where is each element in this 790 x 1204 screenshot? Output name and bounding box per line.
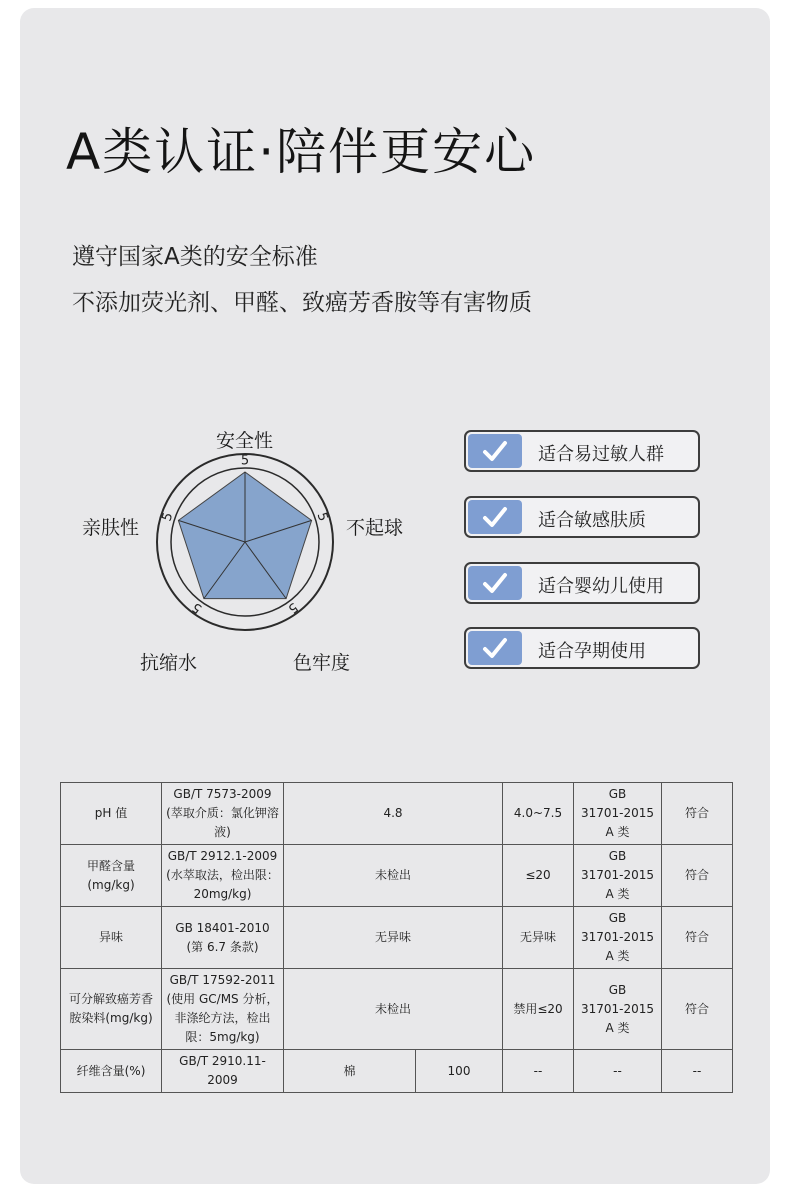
standard-cell: [574, 969, 662, 1050]
requirement-cell: --: [503, 1050, 574, 1093]
badge-label: 适合敏感肤质: [538, 510, 646, 531]
requirement-cell: ≤20: [503, 845, 574, 907]
test-method-cell-line: 非涤纶方法，检出: [174, 1011, 271, 1025]
checkmark-icon: [468, 566, 522, 600]
test-method-cell-line: GB/T 7573-2009: [173, 787, 272, 801]
test-method-cell: GB/T 2910.11-2009: [162, 1050, 284, 1093]
verdict-cell: 符合: [662, 783, 733, 845]
radar-label-safety: 安全性: [216, 430, 274, 452]
standard-cell-line: 31701-2015: [580, 868, 655, 882]
standard-cell-line: 31701-2015: [580, 1001, 655, 1016]
radar-chart: [60, 420, 430, 680]
fiber-percent-cell: 100: [416, 1050, 503, 1093]
test-item-cell: [61, 845, 162, 907]
test-item-cell-line: pH 值: [94, 806, 128, 820]
subtitle-no-harmful-substances: 不添加荧光剂、甲醛、致癌芳香胺等有害物质: [72, 290, 532, 316]
standard-cell-line: A 类: [605, 825, 630, 839]
badge-label: 适合孕期使用: [538, 641, 646, 662]
test-results-table: [60, 782, 733, 1093]
test-item-cell: [61, 969, 162, 1050]
checkmark-icon: [468, 500, 522, 534]
verdict-cell: 符合: [662, 845, 733, 907]
test-item-cell-line: 胺染料(mg/kg): [69, 1011, 153, 1025]
test-method-cell-line: (第 6.7 条款): [186, 939, 259, 954]
test-method-cell-line: GB/T 2912.1-2009: [167, 849, 278, 863]
standard-cell: [574, 907, 662, 969]
test-item-cell: 纤维含量(%): [61, 1050, 162, 1093]
test-result-cell: 无异味: [284, 907, 503, 969]
radar-label-color-fastness: 色牢度: [293, 652, 351, 674]
standard-cell: [574, 845, 662, 907]
test-method-cell: [162, 845, 284, 907]
subtitle-safety-standard: 遵守国家A类的安全标准: [72, 244, 318, 270]
badge-label: 适合婴幼儿使用: [538, 576, 664, 597]
test-method-cell-line: 液): [214, 825, 231, 839]
radar-value-label: 5: [189, 599, 206, 617]
radar-label-anti-pilling: 不起球: [346, 517, 404, 539]
verdict-cell: 符合: [662, 907, 733, 969]
test-method-cell-line: GB/T 17592-2011: [169, 973, 276, 987]
standard-cell-line: GB: [608, 787, 627, 801]
test-result-cell: 4.8: [284, 783, 503, 845]
table-row: [61, 1050, 733, 1093]
standard-cell-line: A 类: [605, 1020, 630, 1035]
table-row: [61, 783, 733, 845]
radar-value-label: 5: [284, 599, 301, 617]
standard-cell-line: GB: [608, 911, 627, 925]
requirement-cell: 禁用≤20: [503, 969, 574, 1050]
radar-label-skin-friendly: 亲肤性: [82, 517, 140, 539]
test-item-cell-line: 甲醛含量: [86, 858, 135, 873]
table-row: [61, 907, 733, 969]
badge-label: 适合易过敏人群: [538, 444, 664, 465]
test-item-cell-line: 可分解致癌芳香: [68, 992, 153, 1006]
page-title: A类认证·陪伴更安心: [66, 123, 537, 181]
standard-cell-line: 31701-2015: [580, 930, 655, 944]
radar-value-label: 5: [159, 510, 177, 524]
standard-cell: --: [574, 1050, 662, 1093]
table-row: [61, 845, 733, 907]
badge-pregnancy: [464, 627, 700, 669]
standard-cell-line: GB: [608, 849, 627, 863]
badge-sensitive-skin: [464, 496, 700, 538]
standard-cell-line: A 类: [605, 887, 630, 901]
standard-cell-line: 31701-2015: [580, 806, 655, 820]
test-method-cell-line: (萃取介质：氯化钾溶: [166, 806, 279, 820]
radar-label-anti-shrink: 抗缩水: [140, 652, 198, 674]
test-item-cell: [61, 783, 162, 845]
test-result-cell: 未检出: [284, 969, 503, 1050]
badge-infant: [464, 562, 700, 604]
test-method-cell-line: 20mg/kg): [193, 887, 252, 901]
requirement-cell: 无异味: [503, 907, 574, 969]
checkmark-icon: [468, 434, 522, 468]
standard-cell-line: GB: [608, 982, 627, 997]
radar-value-label: 5: [240, 453, 250, 469]
standard-cell-line: A 类: [605, 949, 630, 963]
test-method-cell-line: 限：5mg/kg): [185, 1030, 260, 1044]
fiber-type-cell: 棉: [284, 1050, 416, 1093]
test-method-cell-line: (使用 GC/MS 分析，: [166, 992, 279, 1006]
test-method-cell-line: GB 18401-2010: [175, 920, 270, 935]
checkmark-icon: [468, 631, 522, 665]
radar-value-label: 5: [313, 510, 331, 524]
test-method-cell: [162, 907, 284, 969]
table-row: [61, 969, 733, 1050]
test-method-cell: [162, 783, 284, 845]
test-item-cell-line: (mg/kg): [87, 877, 135, 892]
test-item-cell: [61, 907, 162, 969]
test-method-cell: [162, 969, 284, 1050]
standard-cell: [574, 783, 662, 845]
test-item-cell-line: 异味: [98, 930, 123, 944]
test-result-cell: 未检出: [284, 845, 503, 907]
requirement-cell: 4.0~7.5: [503, 783, 574, 845]
verdict-cell: 符合: [662, 969, 733, 1050]
verdict-cell: --: [662, 1050, 733, 1093]
test-method-cell-line: (水萃取法，检出限：: [166, 868, 279, 882]
badge-allergy: [464, 430, 700, 472]
